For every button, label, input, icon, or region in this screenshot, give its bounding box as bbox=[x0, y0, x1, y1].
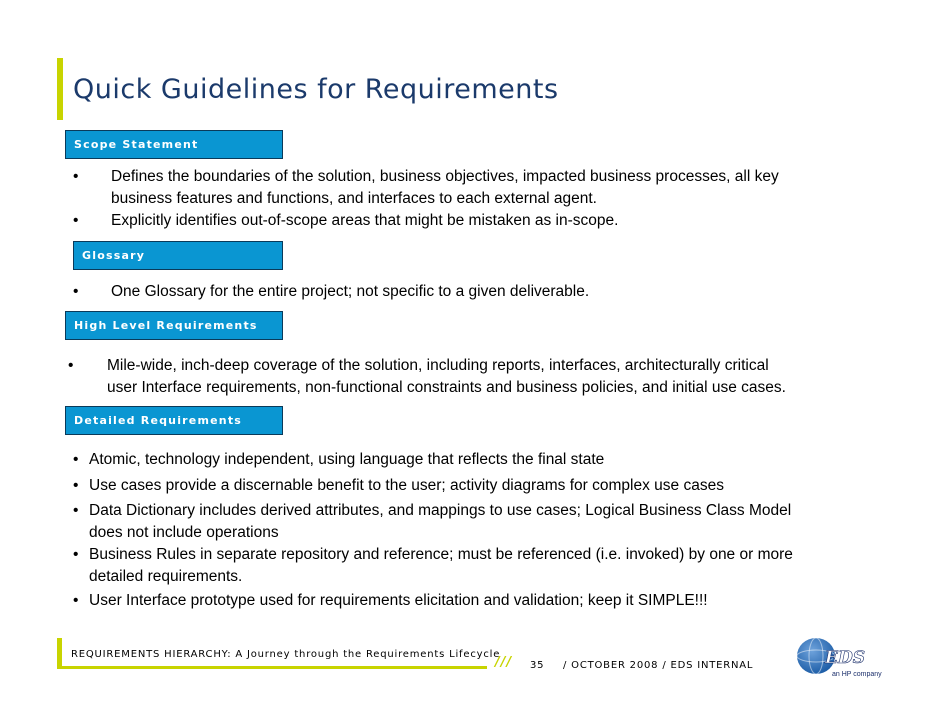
bullet-icon: • bbox=[68, 357, 74, 374]
bullet-icon: • bbox=[73, 477, 79, 494]
section-tag-detailed-requirements: Detailed Requirements bbox=[65, 406, 283, 435]
bullet-line: user Interface requirements, non-functional constraints and business policies, and initial use cases. bbox=[107, 379, 786, 396]
footer-divider bbox=[57, 666, 487, 669]
bullet-line: does not include operations bbox=[89, 524, 279, 541]
bullet-line: Use cases provide a discernable benefit to the user; activity diagrams for complex use cases bbox=[89, 477, 724, 494]
bullet-line: business features and functions, and interfaces to each external agent. bbox=[111, 190, 597, 207]
title-accent-bar bbox=[57, 58, 63, 120]
bullet-icon: • bbox=[73, 592, 79, 609]
list-item bbox=[73, 544, 863, 588]
list-item bbox=[68, 355, 848, 399]
list-item bbox=[73, 166, 853, 210]
list-item bbox=[73, 590, 853, 612]
bullet-line: Business Rules in separate repository and reference; must be referenced (i.e. invoked) by one or more bbox=[89, 546, 793, 563]
bullet-line: Mile-wide, inch-deep coverage of the solution, including reports, interfaces, architecturally critical bbox=[107, 357, 769, 374]
section-tag-scope-statement: Scope Statement bbox=[65, 130, 283, 159]
section-tag-high-level-requirements: High Level Requirements bbox=[65, 311, 283, 340]
footer-accent-bar bbox=[57, 638, 62, 668]
bullet-line: detailed requirements. bbox=[89, 568, 243, 585]
list-item bbox=[73, 475, 853, 497]
bullet-line: User Interface prototype used for requirements elicitation and validation; keep it SIMPLE!!! bbox=[89, 592, 708, 609]
bullet-line: Atomic, technology independent, using language that reflects the final state bbox=[89, 451, 605, 468]
bullet-icon: • bbox=[73, 546, 79, 563]
slide-title: Quick Guidelines for Requirements bbox=[73, 74, 559, 105]
section-tag-glossary: Glossary bbox=[73, 241, 283, 270]
list-item bbox=[73, 210, 853, 232]
list-item bbox=[73, 500, 863, 544]
bullet-line: Data Dictionary includes derived attributes, and mappings to use cases; Logical Business Class Model bbox=[89, 502, 792, 519]
eds-logo-icon bbox=[795, 636, 885, 680]
footer-slashes: /// bbox=[495, 655, 513, 670]
bullet-icon: • bbox=[73, 283, 79, 300]
footer-meta: / OCTOBER 2008 / EDS INTERNAL bbox=[563, 660, 754, 671]
list-item bbox=[73, 449, 853, 471]
bullet-icon: • bbox=[73, 502, 79, 519]
bullet-line: One Glossary for the entire project; not specific to a given deliverable. bbox=[111, 283, 590, 300]
logo-tagline: an HP company bbox=[832, 671, 882, 678]
bullet-icon: • bbox=[73, 168, 79, 185]
bullet-icon: • bbox=[73, 212, 79, 229]
bullet-line: Defines the boundaries of the solution, business objectives, impacted business processes, all key bbox=[111, 168, 779, 185]
page-number: 35 bbox=[530, 660, 545, 671]
logo-wordmark: EDS bbox=[825, 648, 865, 668]
footer-title: REQUIREMENTS HIERARCHY: A Journey through the Requirements Lifecycle bbox=[71, 649, 501, 660]
list-item bbox=[73, 281, 853, 303]
bullet-icon: • bbox=[73, 451, 79, 468]
bullet-line: Explicitly identifies out-of-scope areas that might be mistaken as in-scope. bbox=[111, 212, 619, 229]
